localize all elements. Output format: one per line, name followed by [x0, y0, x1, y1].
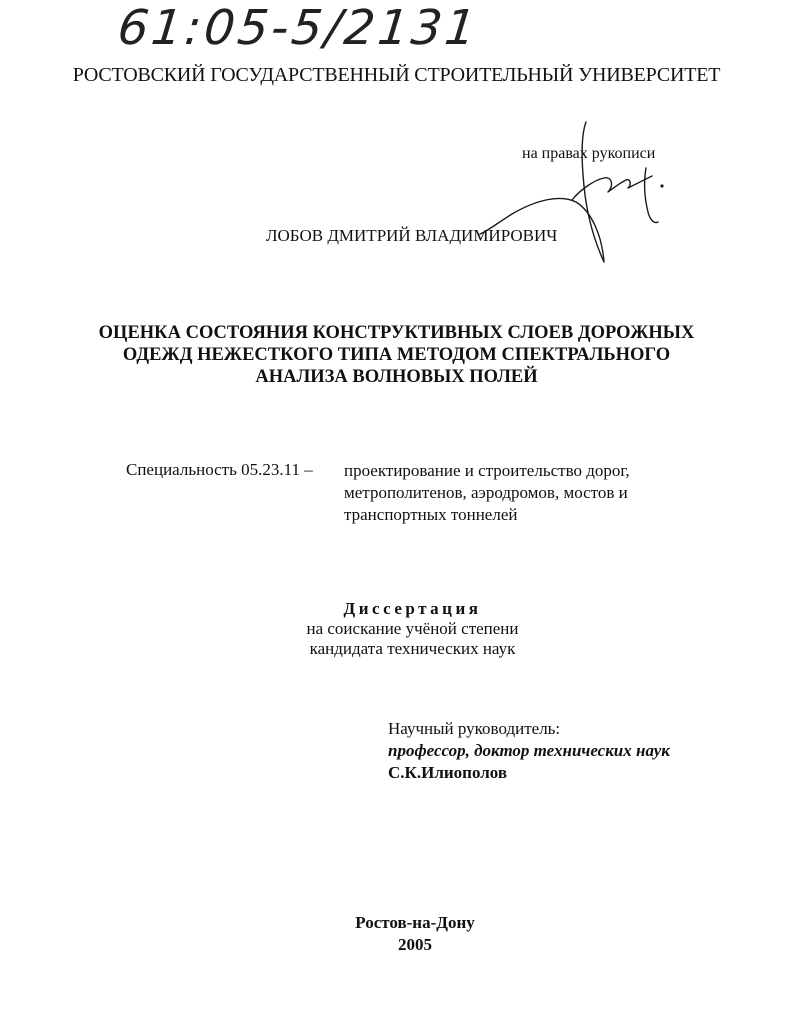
- title-line: АНАЛИЗА ВОЛНОВЫХ ПОЛЕЙ: [255, 367, 538, 387]
- dissertation-title: [0, 322, 793, 388]
- specialty-label: Специальность 05.23.11 –: [126, 460, 313, 479]
- manuscript-rights-note: на правах рукописи: [522, 145, 656, 162]
- year: 2005: [398, 935, 432, 954]
- author-name: ЛОБОВ ДМИТРИЙ ВЛАДИМИРОВИЧ: [266, 226, 558, 245]
- title-line: ОДЕЖД НЕЖЕСТКОГО ТИПА МЕТОДОМ СПЕКТРАЛЬНОГО: [122, 345, 671, 365]
- degree-line: на соискание учёной степени: [306, 619, 519, 638]
- supervisor-title: профессор, доктор технических наук: [388, 741, 670, 760]
- title-line: ОЦЕНКА СОСТОЯНИЯ КОНСТРУКТИВНЫХ СЛОЕВ ДОРОЖНЫХ: [98, 323, 695, 343]
- university-name: РОСТОВСКИЙ ГОСУДАРСТВЕННЫЙ СТРОИТЕЛЬНЫЙ УНИВЕРСИТЕТ: [72, 64, 721, 86]
- supervisor-label: Научный руководитель:: [388, 719, 561, 738]
- catalog-number: 61:05-5/2131: [115, 0, 482, 56]
- dissertation-block: [0, 599, 793, 659]
- signature-icon: [476, 116, 676, 272]
- degree-line: кандидата технических наук: [309, 639, 516, 658]
- place-and-year: [0, 912, 793, 956]
- supervisor-block: [388, 718, 670, 784]
- dissertation-heading: Диссертация: [343, 599, 482, 618]
- specialty-description: [344, 460, 630, 526]
- supervisor-name: С.К.Илиополов: [388, 763, 508, 782]
- city: Ростов-на-Дону: [355, 913, 475, 932]
- specialty-description-line: метрополитенов, аэродромов, мостов и: [344, 483, 628, 502]
- specialty-description-line: проектирование и строительство дорог,: [344, 461, 630, 480]
- specialty-description-line: транспортных тоннелей: [344, 505, 518, 524]
